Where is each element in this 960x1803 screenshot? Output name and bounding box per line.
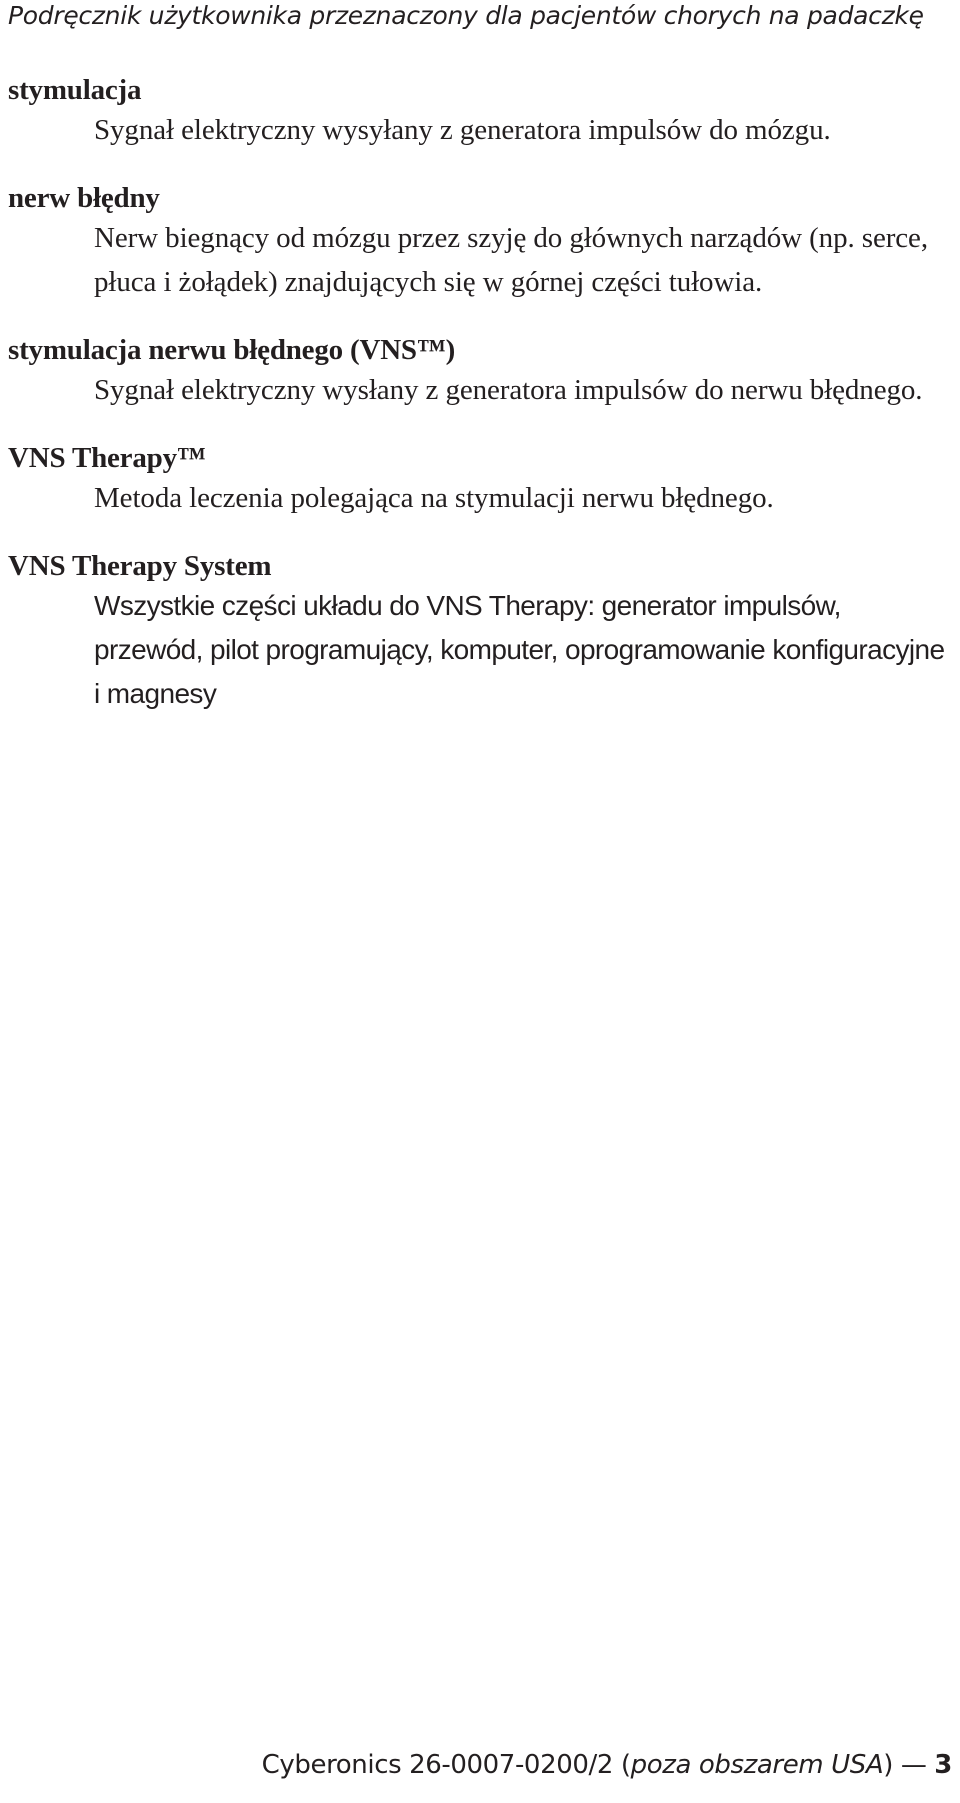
footer-region-note: poza obszarem USA [630, 1750, 884, 1780]
footer-close-paren: ) [883, 1750, 893, 1780]
running-header: Podręcznik użytkownika przeznaczony dla pacjentów chorych na padaczkę [8, 1, 924, 30]
glossary-entry-stymulacja [8, 72, 948, 152]
glossary-term: nerw błędny [8, 182, 160, 214]
glossary-term: stymulacja nerwu błędnego (VNS™) [8, 334, 456, 366]
glossary-term: VNS Therapy™ [8, 442, 206, 474]
glossary-definition: Nerw biegnący od mózgu przez szyję do głównych narządów (np. serce, płuca i żołądek) znajdujących się w górnej części tułowia. [94, 222, 928, 298]
page-footer [262, 1748, 952, 1782]
page-number: 3 [934, 1750, 952, 1780]
glossary-definition: Sygnał elektryczny wysłany z generatora impulsów do nerwu błędnego. [94, 374, 923, 406]
glossary-entry-nerw-bledny [8, 180, 948, 304]
glossary-entry-vns-therapy-system [8, 548, 948, 716]
glossary-entry-vns [8, 332, 948, 412]
glossary-term: VNS Therapy System [8, 550, 272, 582]
glossary-entry-vns-therapy [8, 440, 948, 520]
glossary-definition: Sygnał elektryczny wysyłany z generatora impulsów do mózgu. [94, 114, 831, 146]
glossary-definition: Metoda leczenia polegająca na stymulacji nerwu błędnego. [94, 482, 774, 514]
footer-doc-id: Cyberonics 26-0007-0200/2 ( [261, 1750, 631, 1780]
footer-separator: — [892, 1750, 935, 1780]
glossary-term: stymulacja [8, 74, 142, 106]
glossary-definition: Wszystkie części układu do VNS Therapy: generator impulsów, przewód, pilot programujący, komputer, oprogramowanie konfiguracyjne i magnesy [94, 590, 945, 709]
glossary [8, 72, 948, 744]
